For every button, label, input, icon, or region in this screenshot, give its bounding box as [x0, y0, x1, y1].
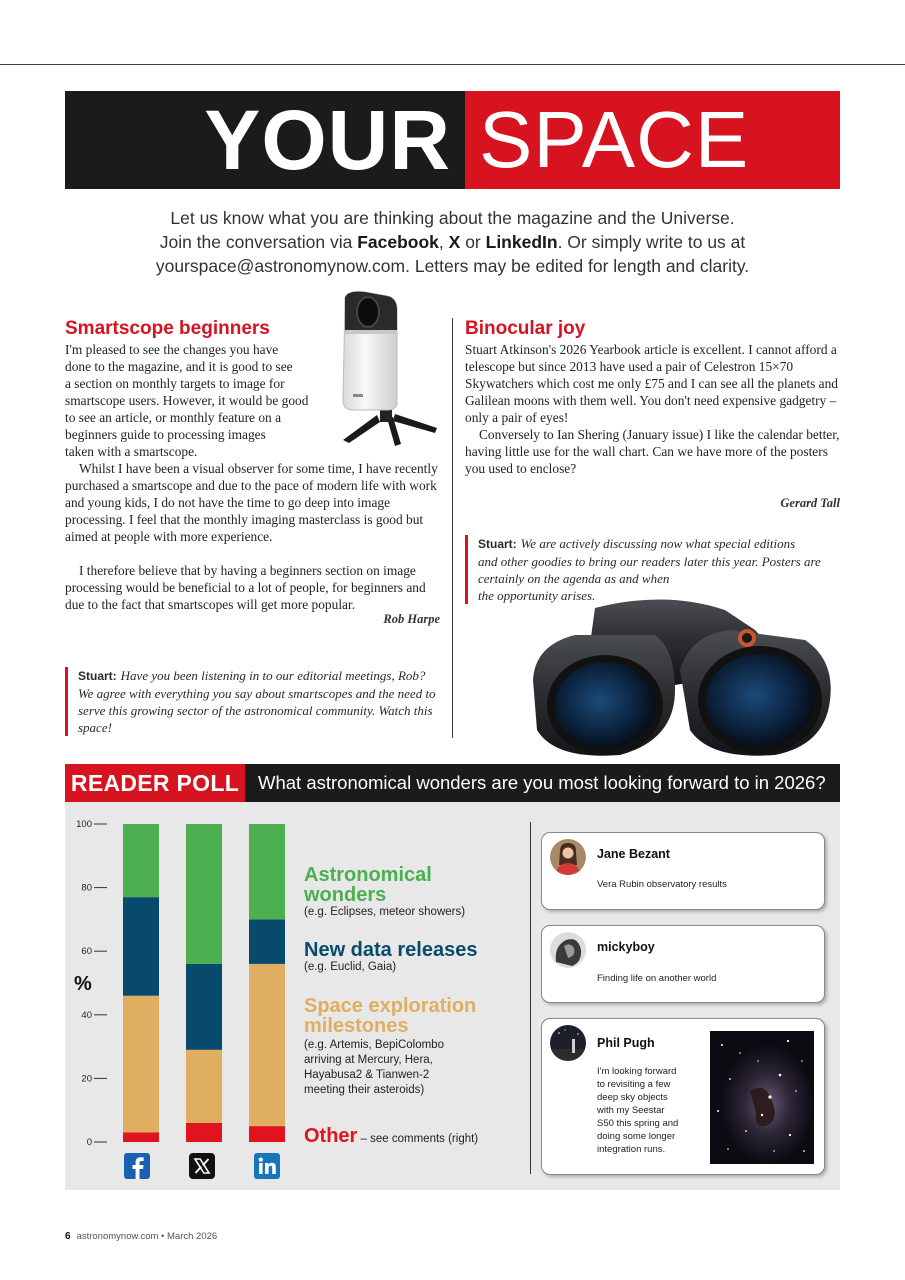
letter1-para2: Whilst I have been a visual observer for some time, I have recently purchased a smartscope and due to the pace of modern life with work and young kids, I do not have the time to go deep into image processing. I feel that the monthly imaging masterclass is good but aimed at people with more experience. — [65, 461, 438, 544]
banner-word-space: SPACE — [479, 95, 750, 184]
intro-line-1: Let us know what you are thinking about the magazine and the Universe. — [170, 208, 735, 228]
intro-line-3: yourspace@astronomynow.com. Letters may be edited for length and clarity. — [155, 256, 750, 276]
letter2-para1: Stuart Atkinson's 2026 Yearbook article is excellent. I cannot afford a telescope but since 2013 have used a pair of Celestron 15×70 Skywatchers which cost me only £75 and I can see all the planets and Galilean moons with them well. You don't need expensive gadgetry – only a pair of eyes! — [465, 342, 838, 425]
legend-title: New data releases — [304, 939, 478, 961]
banner-word-your: YOUR — [204, 93, 451, 187]
text-line: smartscope users. However, it would be good — [65, 393, 309, 408]
reply-text: Have you been listening in to our editorial meetings, Rob? We agree with everything you say about smartscopes and the need to serve this growing sector of the astronomical community. Watch this space! — [78, 668, 436, 735]
reply-line: certainly on the agenda as and when — [478, 571, 670, 586]
letter1-heading: Smartscope beginners — [65, 318, 270, 339]
comment-card — [541, 832, 825, 910]
letter1-signature: Rob Harpe — [383, 612, 440, 626]
legend-subtitle: (e.g. Euclid, Gaia) — [304, 961, 397, 973]
reply-line: and other goodies to bring our readers later this year. Posters are — [478, 554, 821, 569]
comment-card — [541, 925, 825, 1003]
text-line: done to the magazine, and it is good to see — [65, 359, 293, 374]
comment-text-line: with my Seestar — [597, 1105, 665, 1116]
comment-text-line: to revisiting a few — [597, 1079, 671, 1090]
reply-text: We are actively discussing now what special editions — [520, 536, 796, 551]
legend-new-data-releases — [304, 940, 514, 975]
legend-other — [304, 1126, 524, 1147]
legend-subtitle — [304, 1038, 514, 1098]
y-tick-label: 100 — [76, 819, 92, 830]
intro-line-2 — [90, 230, 815, 254]
reply-line — [478, 535, 845, 553]
legend-space-exploration — [304, 996, 514, 1098]
nebula-photo — [710, 1031, 814, 1164]
letter2-signature: Gerard Tall — [780, 496, 840, 510]
footer-text: astronomynow.com • March 2026 — [76, 1231, 218, 1242]
legend-title: Other — [304, 1125, 358, 1147]
y-axis-label: % — [74, 973, 92, 995]
banner-black-block — [65, 91, 465, 189]
commenter-name: Jane Bezant — [597, 847, 670, 861]
letter1-para1 — [65, 341, 365, 460]
bar-segment — [123, 824, 159, 897]
legend-title-line: wonders — [304, 884, 387, 906]
text-line: a section on monthly targets to image for — [65, 376, 285, 391]
letter1-para3: I therefore believe that by having a beginners section on image processing would be beneficial to a lot of people, for beginners and due to the fact that smartscopes will get more popular. — [65, 563, 426, 612]
legend-title-line: Space exploration — [304, 995, 477, 1017]
y-tick-label: 40 — [81, 1009, 92, 1021]
page-footer — [65, 1231, 217, 1242]
comment-text-line: I'm looking forward — [597, 1066, 677, 1077]
reply-line: the opportunity arises. — [478, 588, 596, 603]
x-icon — [189, 1153, 215, 1179]
comment-text: Finding life on another world — [597, 973, 717, 984]
poll-divider — [530, 822, 531, 1174]
top-rule — [0, 64, 905, 65]
bar-segment — [186, 964, 222, 1050]
legend-title-line: Astronomical — [304, 864, 432, 886]
comment-text-line: integration runs. — [597, 1144, 666, 1155]
avatar — [550, 932, 586, 968]
bar-segment — [249, 1126, 285, 1142]
poll-question: What astronomical wonders are you most looking forward to in 2026? — [258, 772, 826, 793]
comment-text-line: deep sky objects — [597, 1092, 668, 1103]
comment-text: Vera Rubin observatory results — [597, 879, 727, 890]
letter1-editor-reply — [65, 667, 443, 736]
text-line: taken with a smartscope. — [65, 444, 198, 459]
intro-text-fragment: . Or simply write to us at — [557, 232, 746, 252]
intro-text-fragment: , — [438, 232, 449, 252]
column-divider — [452, 318, 453, 738]
y-tick-label: 0 — [86, 1137, 92, 1148]
intro-text — [90, 206, 815, 278]
legend-subtitle: – see comments (right) — [357, 1133, 479, 1145]
facebook-icon — [124, 1153, 150, 1179]
page-number: 6 — [65, 1231, 71, 1242]
letter2-heading: Binocular joy — [465, 318, 586, 339]
comment-text-line: doing some longer — [597, 1131, 676, 1142]
bar-segment — [249, 964, 285, 1126]
legend-subtitle-line: Hayabusa2 & Tianwen-2 — [304, 1069, 430, 1081]
y-tick-label: 20 — [81, 1073, 92, 1085]
reply-author: Stuart: — [78, 669, 117, 683]
text-line: I'm pleased to see the changes you have — [65, 342, 279, 357]
bar-segment — [249, 919, 285, 964]
commenter-name: mickyboy — [597, 940, 655, 954]
text-line: beginners guide to processing images — [65, 427, 266, 442]
legend-subtitle-line: meeting their asteroids) — [304, 1084, 425, 1096]
bar-segment — [123, 996, 159, 1133]
legend-title — [304, 865, 514, 905]
poll-chart — [65, 802, 295, 1190]
linkedin-link[interactable]: LinkedIn — [485, 232, 558, 252]
avatar — [550, 1025, 586, 1061]
legend-subtitle: (e.g. Eclipses, meteor showers) — [304, 906, 466, 918]
comment-card — [541, 1018, 825, 1175]
bar-segment — [123, 897, 159, 996]
poll-tag: READER POLL — [65, 764, 245, 802]
facebook-link[interactable]: Facebook — [357, 232, 439, 252]
x-link[interactable]: X — [448, 232, 461, 252]
legend-title — [304, 996, 514, 1036]
comment-text — [597, 1065, 697, 1156]
banner-red-block — [465, 91, 840, 189]
avatar — [550, 839, 586, 875]
chart-bars — [123, 824, 285, 1142]
legend-title-line: milestones — [304, 1015, 409, 1037]
legend-subtitle-line: (e.g. Artemis, BepiColombo — [304, 1039, 444, 1051]
smartscope-photo — [325, 290, 450, 450]
commenter-name: Phil Pugh — [597, 1036, 655, 1050]
text-line: to see an article, or monthly feature on a — [65, 410, 282, 425]
intro-text-fragment: Join the conversation via — [159, 232, 358, 252]
legend-subtitle-line: arriving at Mercury, Hera, — [304, 1054, 433, 1066]
y-tick-label: 60 — [81, 946, 92, 958]
legend-astronomical-wonders — [304, 865, 514, 920]
section-banner — [65, 91, 840, 189]
binoculars-photo — [525, 590, 840, 765]
intro-text-fragment: or — [460, 232, 486, 252]
letter2-para2: Conversely to Ian Shering (January issue) I like the calendar better, having little use for the wall chart. Can we have more of the posters you used to enclose? — [465, 427, 840, 476]
linkedin-icon — [254, 1153, 280, 1179]
bar-segment — [249, 824, 285, 919]
bar-segment — [186, 1050, 222, 1123]
bar-segment — [186, 1123, 222, 1142]
bar-segment — [186, 824, 222, 964]
reply-author: Stuart: — [478, 537, 517, 551]
comment-text-line: S50 this spring and — [597, 1118, 679, 1129]
y-tick-label: 80 — [81, 882, 92, 894]
bar-segment — [123, 1132, 159, 1142]
